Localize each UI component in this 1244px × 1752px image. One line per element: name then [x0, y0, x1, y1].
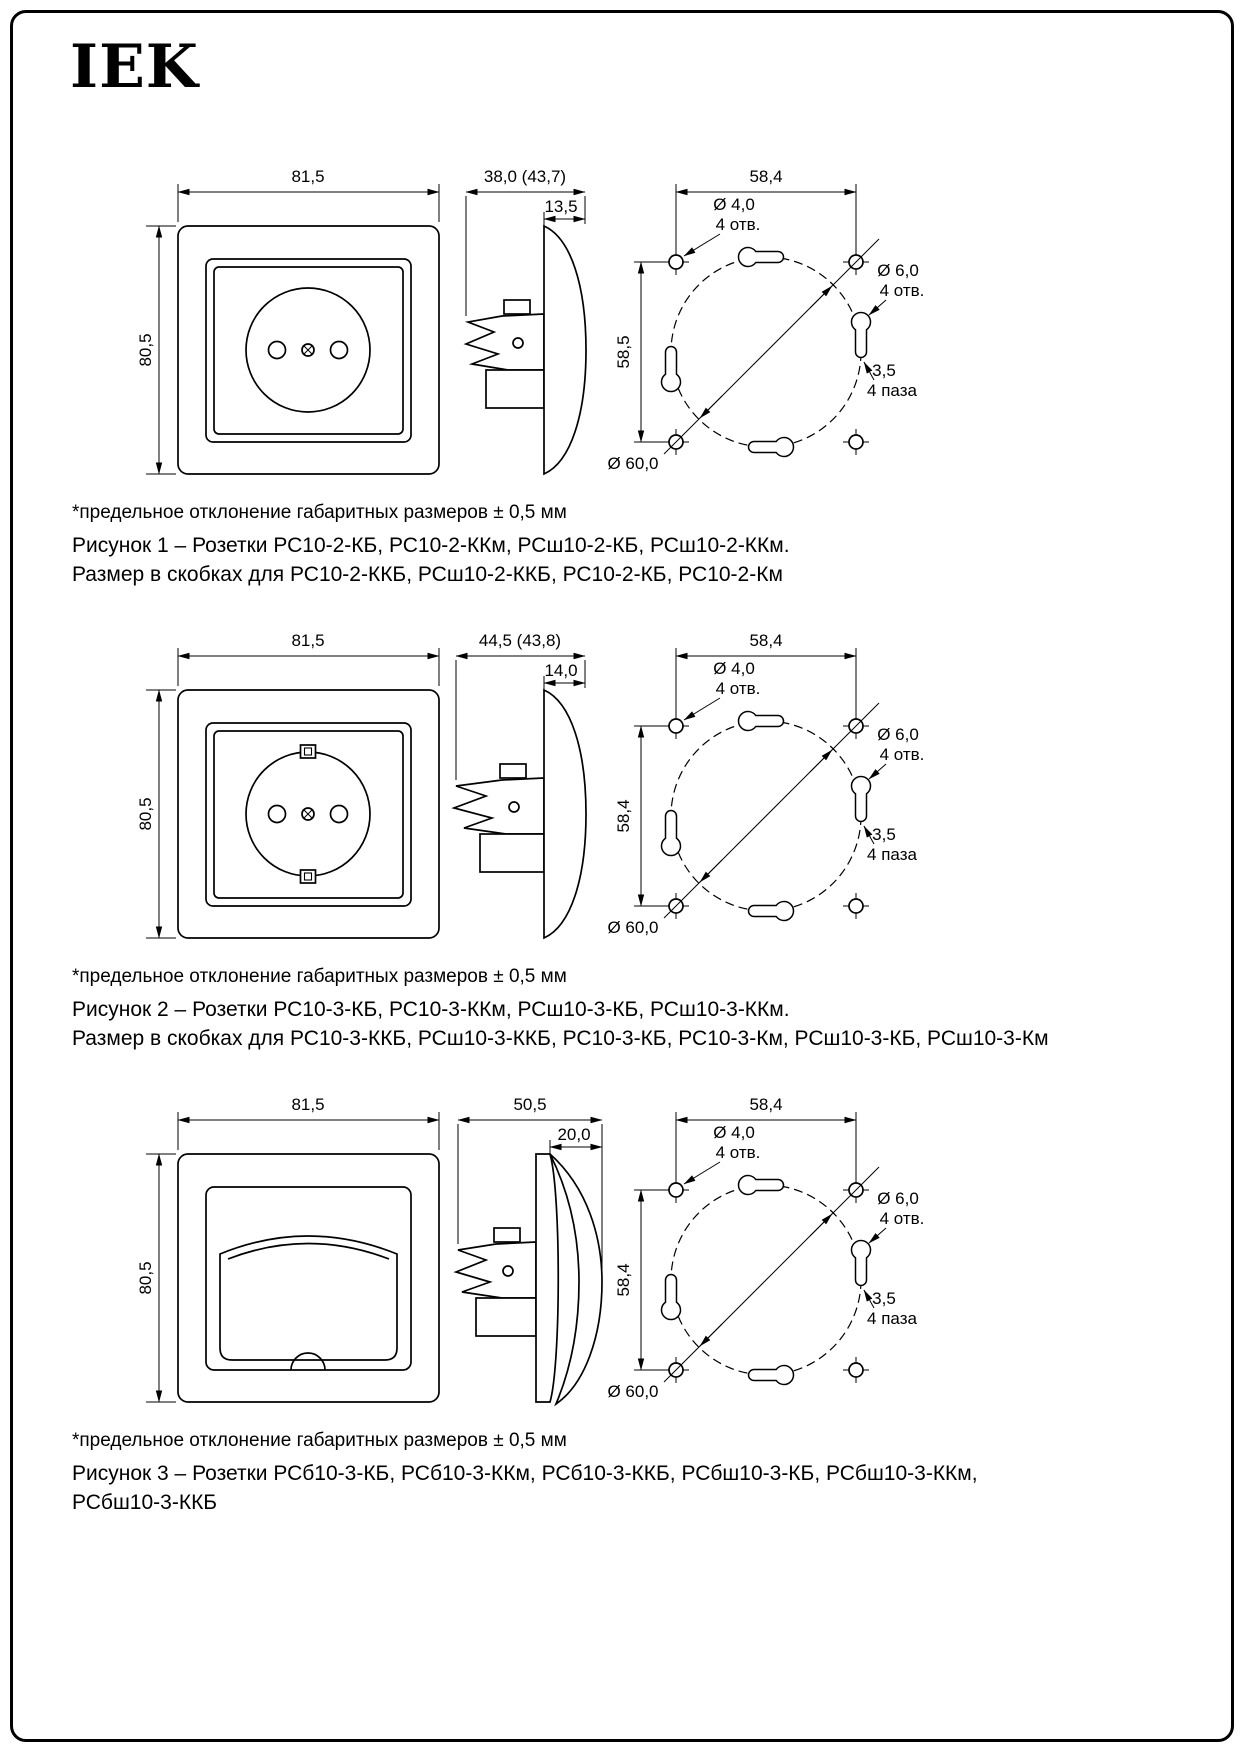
small-hole-diameter-label: Ø 4,0 [713, 658, 755, 678]
slot-count-label: 4 паза [867, 844, 917, 864]
large-hole-count-label: 4 отв. [879, 281, 925, 300]
faceplate-profile [544, 226, 586, 474]
mechanism-body [480, 834, 544, 872]
figure-1-drawing [56, 164, 1136, 494]
socket-pin-hole-left [269, 805, 286, 822]
figure-caption-line1: Рисунок 1 – Розетки РС10-2-КБ, РС10-2-ККм, РСш10-2-КБ, РСш10-2-ККм. [72, 534, 790, 557]
figure-caption-line2: РСбш10-3-ККБ [72, 1490, 218, 1514]
side-depth-dimension: 44,5 (43,8) [478, 630, 562, 650]
large-hole-count-label: 4 отв. [879, 1208, 925, 1228]
slot-count-label: 4 паза [867, 1308, 917, 1328]
mount-width-dimension: 58,4 [749, 630, 783, 650]
figure-caption-line2: Размер в скобках для РС10-2-ККБ, РСш10-2-ККБ, РС10-2-КБ, РС10-2-Км [72, 562, 783, 586]
mechanism-tab [504, 300, 530, 314]
front-width-dimension: 81,5 [291, 167, 325, 186]
figure-caption-line1: Рисунок 3 – Розетки РСб10-3-КБ, РСб10-3-ККм, РСб10-3-ККБ, РСбш10-3-КБ, РСбш10-3-ККм, [72, 1461, 978, 1485]
front-height-dimension: 80,5 [136, 797, 155, 831]
side-plate-dimension: 14,0 [544, 660, 578, 680]
mount-width-dimension: 58,4 [749, 167, 783, 186]
front-view [136, 1095, 439, 1402]
slot-width-label: 3,5 [872, 361, 896, 380]
side-depth-dimension: 38,0 (43,7) [483, 167, 567, 186]
side-view [454, 631, 586, 938]
socket-pin-hole-right [331, 805, 348, 822]
tolerance-note: *предельное отклонение габаритных размеров ± 0,5 мм [72, 1429, 567, 1451]
mounting-pattern-view [607, 1095, 924, 1401]
side-plate-dimension: 13,5 [544, 197, 578, 216]
figure-caption [72, 1460, 1204, 1518]
tolerance-note: *предельное отклонение габаритных размеров ± 0,5 мм [72, 965, 567, 987]
socket-pin-hole-right [331, 342, 348, 359]
small-hole-count-label: 4 отв. [715, 1142, 761, 1162]
socket-pin-hole-left [269, 342, 286, 359]
mechanism-tab [500, 764, 526, 778]
small-hole-diameter-label: Ø 4,0 [713, 195, 755, 214]
mount-width-dimension: 58,4 [749, 1094, 783, 1114]
front-width-dimension: 81,5 [291, 1094, 325, 1114]
large-hole-diameter-label: Ø 6,0 [877, 724, 919, 744]
large-hole-diameter-label: Ø 6,0 [877, 1188, 919, 1208]
mechanism-body [476, 1298, 536, 1336]
side-depth-dimension: 50,5 [513, 1094, 547, 1114]
front-view [136, 167, 439, 474]
front-width-dimension: 81,5 [291, 630, 325, 650]
small-hole-count-label: 4 отв. [715, 215, 761, 234]
side-view [466, 167, 586, 474]
faceplate-profile [544, 690, 586, 938]
faceplate-inner-frame [206, 1187, 411, 1370]
figure-3-drawing [56, 1092, 1136, 1422]
claw-screw [509, 802, 519, 812]
slot-count-label: 4 паза [867, 381, 917, 400]
mechanism-tab [494, 1228, 520, 1242]
mount-circle-diameter-label: Ø 60,0 [607, 454, 659, 473]
faceplate-profile [536, 1154, 558, 1402]
mount-circle-diameter-label: Ø 60,0 [607, 1381, 659, 1401]
mount-height-dimension: 58,4 [614, 1263, 633, 1297]
figure-caption-line2: Размер в скобках для РС10-3-ККБ, РСш10-3-ККБ, РС10-3-КБ, РС10-3-Км, РСш10-3-КБ, РСш10-3-Км [72, 1026, 1049, 1050]
front-view [136, 631, 439, 938]
figure-caption [72, 532, 1204, 590]
claw-screw [503, 1266, 513, 1276]
figure-1 [56, 164, 1204, 590]
figure-3 [56, 1092, 1204, 1518]
mounting-claw [454, 778, 544, 834]
figure-2 [56, 628, 1204, 1054]
mechanism-body [486, 370, 544, 408]
mounting-claw [466, 314, 544, 370]
slot-width-label: 3,5 [872, 1288, 896, 1308]
mount-height-dimension: 58,4 [614, 799, 633, 833]
mounting-pattern-view [607, 631, 924, 937]
slot-width-label: 3,5 [872, 824, 896, 844]
small-hole-diameter-label: Ø 4,0 [713, 1122, 755, 1142]
claw-screw [513, 338, 523, 348]
figure-2-drawing [56, 628, 1136, 958]
tolerance-note: *предельное отклонение габаритных размеров ± 0,5 мм [72, 502, 567, 523]
large-hole-count-label: 4 отв. [879, 744, 925, 764]
figure-caption-line1: Рисунок 2 – Розетки РС10-3-КБ, РС10-3-ККм, РСш10-3-КБ, РСш10-3-ККм. [72, 997, 790, 1021]
mount-circle-diameter-label: Ø 60,0 [607, 917, 659, 937]
small-hole-count-label: 4 отв. [715, 678, 761, 698]
mounting-claw [456, 1242, 536, 1298]
side-plate-dimension: 20,0 [557, 1124, 591, 1144]
mount-height-dimension: 58,5 [614, 335, 633, 369]
front-height-dimension: 80,5 [136, 1261, 155, 1295]
mounting-pattern-view [607, 167, 924, 473]
side-view [456, 1095, 602, 1404]
front-height-dimension: 80,5 [136, 333, 155, 367]
figure-caption [72, 996, 1204, 1054]
large-hole-diameter-label: Ø 6,0 [877, 261, 919, 280]
iek-logo: IEK [70, 32, 199, 102]
